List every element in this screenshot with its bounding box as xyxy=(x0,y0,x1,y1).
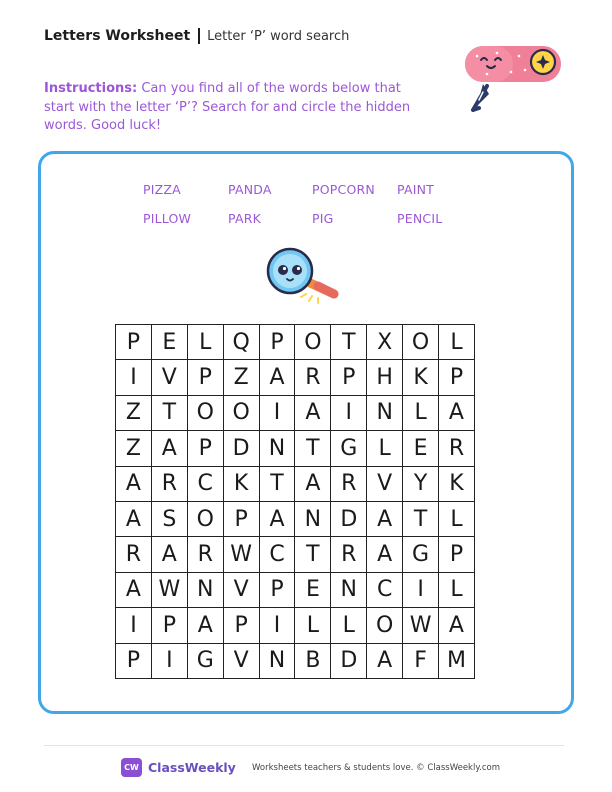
word-item: POPCORN xyxy=(312,182,375,197)
grid-cell: T xyxy=(259,466,295,501)
grid-cell: L xyxy=(187,325,223,360)
grid-cell: I xyxy=(331,395,367,430)
worksheet-title: Letters Worksheet xyxy=(44,28,191,44)
grid-cell: O xyxy=(187,395,223,430)
grid-row xyxy=(116,395,475,430)
grid-cell: A xyxy=(367,537,403,572)
grid-cell: V xyxy=(151,360,187,395)
grid-row xyxy=(116,431,475,466)
grid-cell: Z xyxy=(116,431,152,466)
grid-cell: A xyxy=(439,395,475,430)
grid-cell: A xyxy=(439,608,475,643)
instructions xyxy=(44,80,424,136)
grid-cell: E xyxy=(151,325,187,360)
grid-cell: R xyxy=(331,466,367,501)
footer-divider xyxy=(44,745,564,746)
grid-row xyxy=(116,360,475,395)
grid-cell: P xyxy=(187,360,223,395)
grid-cell: Y xyxy=(403,466,439,501)
grid-cell: I xyxy=(259,395,295,430)
grid-cell: D xyxy=(223,431,259,466)
grid-cell: R xyxy=(151,466,187,501)
grid-cell: L xyxy=(367,431,403,466)
worksheet-subtitle: Letter ‘P’ word search xyxy=(207,28,350,44)
grid-cell: L xyxy=(439,572,475,607)
grid-cell: W xyxy=(223,537,259,572)
grid-cell: O xyxy=(403,325,439,360)
grid-cell: T xyxy=(331,325,367,360)
grid-cell: B xyxy=(295,643,331,678)
grid-cell: G xyxy=(403,537,439,572)
grid-cell: K xyxy=(439,466,475,501)
grid-cell: A xyxy=(367,501,403,536)
grid-cell: G xyxy=(331,431,367,466)
grid-cell: C xyxy=(367,572,403,607)
grid-cell: R xyxy=(439,431,475,466)
grid-row xyxy=(116,643,475,678)
grid-cell: C xyxy=(259,537,295,572)
grid-cell: R xyxy=(116,537,152,572)
grid-cell: W xyxy=(151,572,187,607)
grid-cell: V xyxy=(223,572,259,607)
grid-row xyxy=(116,537,475,572)
grid-cell: E xyxy=(295,572,331,607)
grid-cell: N xyxy=(259,643,295,678)
grid-cell: P xyxy=(116,325,152,360)
grid-cell: N xyxy=(331,572,367,607)
grid-cell: S xyxy=(151,501,187,536)
grid-cell: R xyxy=(331,537,367,572)
grid-cell: L xyxy=(439,501,475,536)
grid-cell: A xyxy=(151,431,187,466)
word-item: PIZZA xyxy=(143,182,181,197)
grid-cell: R xyxy=(295,360,331,395)
grid-cell: A xyxy=(259,501,295,536)
grid-cell: P xyxy=(223,501,259,536)
grid-cell: K xyxy=(403,360,439,395)
grid-cell: O xyxy=(367,608,403,643)
grid-cell: A xyxy=(116,572,152,607)
grid-cell: P xyxy=(259,572,295,607)
grid-cell: A xyxy=(116,466,152,501)
grid-cell: L xyxy=(439,325,475,360)
grid-cell: A xyxy=(295,466,331,501)
grid-cell: A xyxy=(295,395,331,430)
grid-cell: A xyxy=(259,360,295,395)
grid-cell: D xyxy=(331,501,367,536)
brand-name: ClassWeekly xyxy=(148,760,236,775)
instructions-label: Instructions: xyxy=(44,81,138,96)
header-divider xyxy=(198,28,200,44)
word-item: PAINT xyxy=(397,182,434,197)
magnifying-glass-character-icon xyxy=(262,246,352,304)
footer-tagline: Worksheets teachers & students love. © ClassWeekly.com xyxy=(252,763,501,773)
grid-cell: N xyxy=(367,395,403,430)
grid-row xyxy=(116,608,475,643)
grid-row xyxy=(116,325,475,360)
grid-cell: P xyxy=(223,608,259,643)
grid-cell: I xyxy=(116,608,152,643)
grid-cell: K xyxy=(223,466,259,501)
grid-cell: P xyxy=(439,537,475,572)
grid-cell: O xyxy=(295,325,331,360)
instructions-text: Can you find all of the words below that start with the letter ‘P’? Search for and circle the hidden words. Good luck! xyxy=(44,81,411,133)
grid-row xyxy=(116,466,475,501)
grid-cell: A xyxy=(187,608,223,643)
grid-cell: R xyxy=(187,537,223,572)
grid-cell: P xyxy=(439,360,475,395)
grid-cell: L xyxy=(295,608,331,643)
grid-cell: Q xyxy=(223,325,259,360)
word-item: PIG xyxy=(312,211,334,226)
word-item: PANDA xyxy=(228,182,272,197)
grid-cell: O xyxy=(187,501,223,536)
grid-cell: X xyxy=(367,325,403,360)
grid-row xyxy=(116,501,475,536)
word-item: PENCIL xyxy=(397,211,443,226)
grid-cell: N xyxy=(187,572,223,607)
grid-cell: W xyxy=(403,608,439,643)
grid-cell: T xyxy=(403,501,439,536)
grid-cell: E xyxy=(403,431,439,466)
word-search-grid xyxy=(115,324,475,679)
grid-cell: P xyxy=(187,431,223,466)
grid-cell: A xyxy=(367,643,403,678)
grid-cell: V xyxy=(223,643,259,678)
grid-cell: I xyxy=(151,643,187,678)
grid-cell: L xyxy=(403,395,439,430)
brand xyxy=(121,758,236,777)
grid-row xyxy=(116,572,475,607)
grid-cell: L xyxy=(331,608,367,643)
magic-wand-capsule-icon xyxy=(463,42,573,114)
grid-cell: T xyxy=(295,537,331,572)
grid-cell: A xyxy=(151,537,187,572)
grid-cell: P xyxy=(151,608,187,643)
grid-cell: N xyxy=(295,501,331,536)
grid-cell: O xyxy=(223,395,259,430)
grid-cell: I xyxy=(403,572,439,607)
classweekly-logo: CW xyxy=(121,758,142,777)
grid-cell: G xyxy=(187,643,223,678)
grid-cell: T xyxy=(295,431,331,466)
worksheet-header xyxy=(44,28,349,44)
grid-cell: D xyxy=(331,643,367,678)
grid-cell: Z xyxy=(223,360,259,395)
grid-cell: C xyxy=(187,466,223,501)
grid-cell: I xyxy=(259,608,295,643)
grid-cell: V xyxy=(367,466,403,501)
word-item: PILLOW xyxy=(143,211,192,226)
grid-cell: P xyxy=(116,643,152,678)
word-item: PARK xyxy=(228,211,261,226)
grid-cell: T xyxy=(151,395,187,430)
grid-cell: A xyxy=(116,501,152,536)
grid-cell: N xyxy=(259,431,295,466)
grid-cell: P xyxy=(331,360,367,395)
grid-cell: F xyxy=(403,643,439,678)
grid-cell: P xyxy=(259,325,295,360)
grid-cell: I xyxy=(116,360,152,395)
grid-cell: H xyxy=(367,360,403,395)
grid-cell: M xyxy=(439,643,475,678)
grid-cell: Z xyxy=(116,395,152,430)
